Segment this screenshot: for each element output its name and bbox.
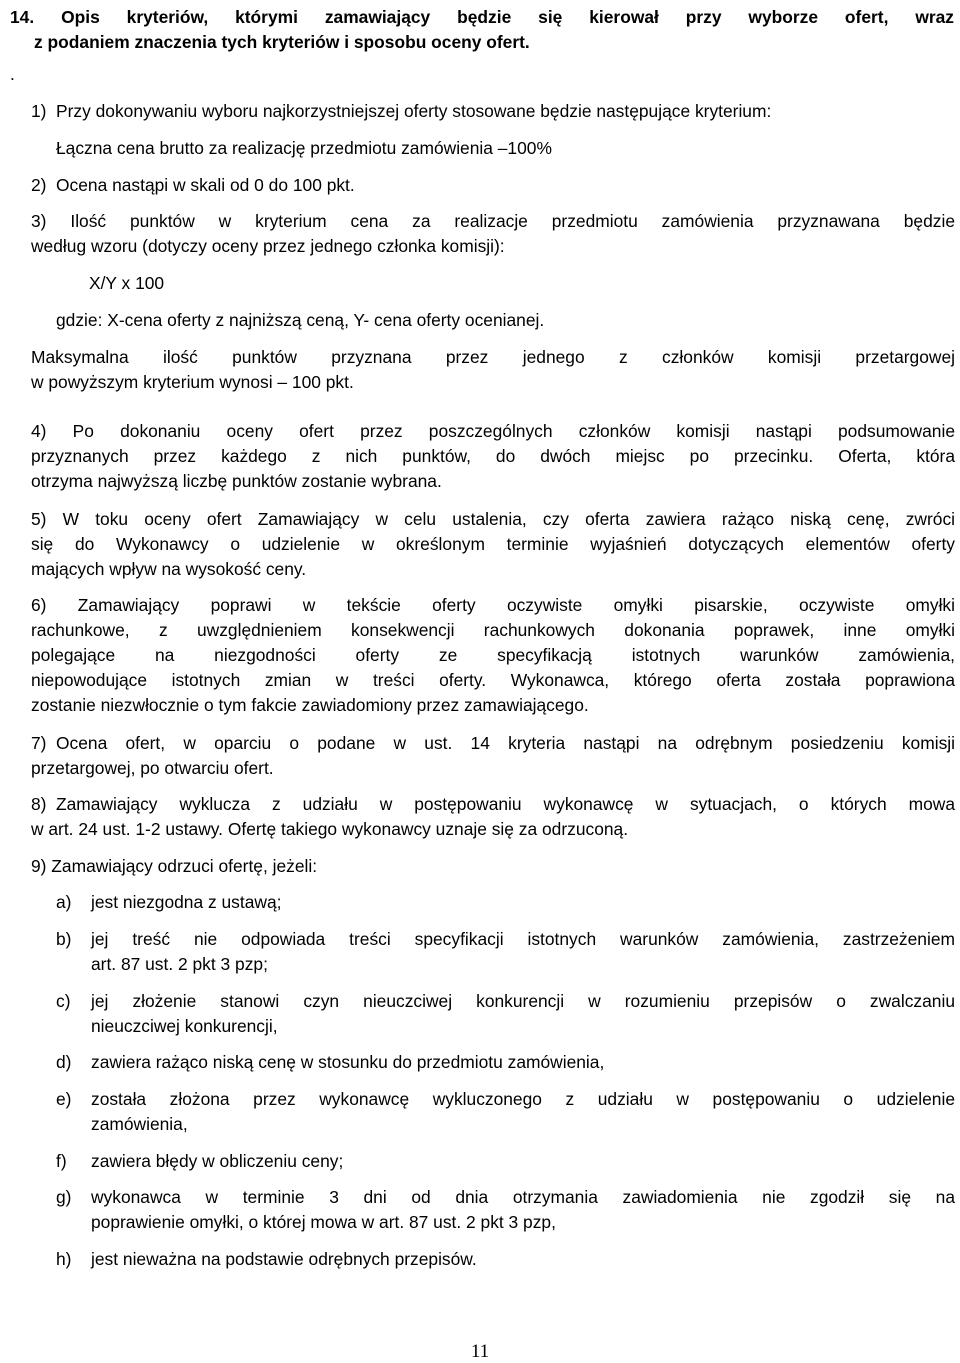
item-9e-line-1: została złożona przez wykonawcę wykluczonego z udziału w postępowaniu o udzielenie xyxy=(91,1089,955,1109)
item-9g-line-2: poprawienie omyłki, o której mowa w art. 87 ust. 2 pkt 3 pzp, xyxy=(91,1212,556,1232)
item-1-text: Przy dokonywaniu wyboru najkorzystniejszej oferty stosowane będzie następujące kryterium: xyxy=(56,101,772,121)
item-6-line-5: zostanie niezwłocznie o tym fakcie zawiadomiony przez zamawiającego. xyxy=(31,695,589,715)
item-9d-line-1: zawiera rażąco niską cenę w stosunku do przedmiotu zamówienia, xyxy=(91,1052,605,1072)
item-2-text: Ocena nastąpi w skali od 0 do 100 pkt. xyxy=(56,175,355,195)
section-heading-line-1: 14. Opis kryteriów, którymi zamawiający będzie się kierował przy wyborze ofert, wraz xyxy=(10,7,954,27)
item-3-max-line-2: w powyższym kryterium wynosi – 100 pkt. xyxy=(31,372,354,392)
item-9-text: 9) Zamawiający odrzuci ofertę, jeżeli: xyxy=(31,856,318,876)
page-number: 11 xyxy=(470,1341,490,1362)
item-9c-label: c) xyxy=(56,991,71,1011)
item-9f-label: f) xyxy=(56,1151,67,1171)
item-6-line-2: rachunkowe, z uwzględnieniem konsekwencji rachunkowych dokonania poprawek, inne omyłki xyxy=(31,620,955,640)
item-5-line-3: mających wpływ na wysokość ceny. xyxy=(31,559,307,579)
item-5-line-1: 5) W toku oceny ofert Zamawiający w celu ustalenia, czy oferta zawiera rażąco niską cenę, zwróci xyxy=(31,509,955,529)
item-9c-line-1: jej złożenie stanowi czyn nieuczciwej konkurencji w rozumieniu przepisów o zwalczaniu xyxy=(91,991,955,1011)
item-9b-line-2: art. 87 ust. 2 pkt 3 pzp; xyxy=(91,954,268,974)
item-9h-line-1: jest nieważna na podstawie odrębnych przepisów. xyxy=(91,1249,477,1269)
section-heading-line-2: z podaniem znaczenia tych kryteriów i sposobu oceny ofert. xyxy=(34,32,530,52)
item-9b-line-1: jej treść nie odpowiada treści specyfikacji istotnych warunków zamówienia, zastrzeżeniem xyxy=(91,929,955,949)
item-1-number: 1) xyxy=(31,101,47,121)
item-7-line-1: Ocena ofert, w oparciu o podane w ust. 14 kryteria nastąpi na odrębnym posiedzeniu komisji xyxy=(56,733,955,753)
item-7-line-2: przetargowej, po otwarciu ofert. xyxy=(31,758,274,778)
item-8-line-2: w art. 24 ust. 1-2 ustawy. Ofertę takiego wykonawcy uznaje się za odrzuconą. xyxy=(31,819,629,839)
item-3-where: gdzie: X-cena oferty z najniższą ceną, Y- cena oferty ocenianej. xyxy=(56,310,545,330)
item-3-max-line-1: Maksymalna ilość punktów przyznana przez jednego z członków komisji przetargowej xyxy=(31,347,955,367)
item-9g-line-1: wykonawca w terminie 3 dni od dnia otrzymania zawiadomienia nie zgodził się na xyxy=(91,1187,955,1207)
item-9h-label: h) xyxy=(56,1249,72,1269)
item-9d-label: d) xyxy=(56,1052,72,1072)
item-4-line-1: 4) Po dokonaniu oceny ofert przez poszczególnych członków komisji nastąpi podsumowanie xyxy=(31,421,955,441)
stray-dot: . xyxy=(10,64,15,84)
item-9e-line-2: zamówienia, xyxy=(91,1114,188,1134)
item-9e-label: e) xyxy=(56,1089,72,1109)
item-8-number: 8) xyxy=(31,794,47,814)
item-4-line-2: przyznanych przez każdego z nich punktów, do dwóch miejsc po przecinku. Oferta, która xyxy=(31,446,955,466)
item-8-line-1: Zamawiający wyklucza z udziału w postępowaniu wykonawcę w sytuacjach, o których mowa xyxy=(56,794,955,814)
item-9a-label: a) xyxy=(56,892,72,912)
item-6-line-3: polegające na niezgodności oferty ze specyfikacją istotnych warunków zamówienia, xyxy=(31,645,955,665)
item-6-line-1: 6) Zamawiający poprawi w tekście oferty oczywiste omyłki pisarskie, oczywiste omyłki xyxy=(31,595,955,615)
item-7-number: 7) xyxy=(31,733,47,753)
item-9b-label: b) xyxy=(56,929,72,949)
item-2-number: 2) xyxy=(31,175,47,195)
item-5-line-2: się do Wykonawcy o udzielenie w określonym terminie wyjaśnień dotyczących elementów oferty xyxy=(31,534,955,554)
item-3-line-2: według wzoru (dotyczy oceny przez jednego członka komisji): xyxy=(31,236,505,256)
item-9a-line-1: jest niezgodna z ustawą; xyxy=(91,892,282,912)
item-4-line-3: otrzyma najwyższą liczbę punktów zostanie wybrana. xyxy=(31,471,442,491)
item-9f-line-1: zawiera błędy w obliczeniu ceny; xyxy=(91,1151,344,1171)
item-3-formula: X/Y x 100 xyxy=(89,273,165,293)
item-1-criterion: Łączna cena brutto za realizację przedmiotu zamówienia –100% xyxy=(56,138,552,158)
item-3-line-1: 3) Ilość punktów w kryterium cena za realizacje przedmiotu zamówienia przyznawana będzie xyxy=(31,211,955,231)
item-9c-line-2: nieuczciwej konkurencji, xyxy=(91,1016,278,1036)
item-6-line-4: niepowodujące istotnych zmian w treści oferty. Wykonawca, którego oferta została poprawiona xyxy=(31,670,955,690)
item-9g-label: g) xyxy=(56,1187,72,1207)
